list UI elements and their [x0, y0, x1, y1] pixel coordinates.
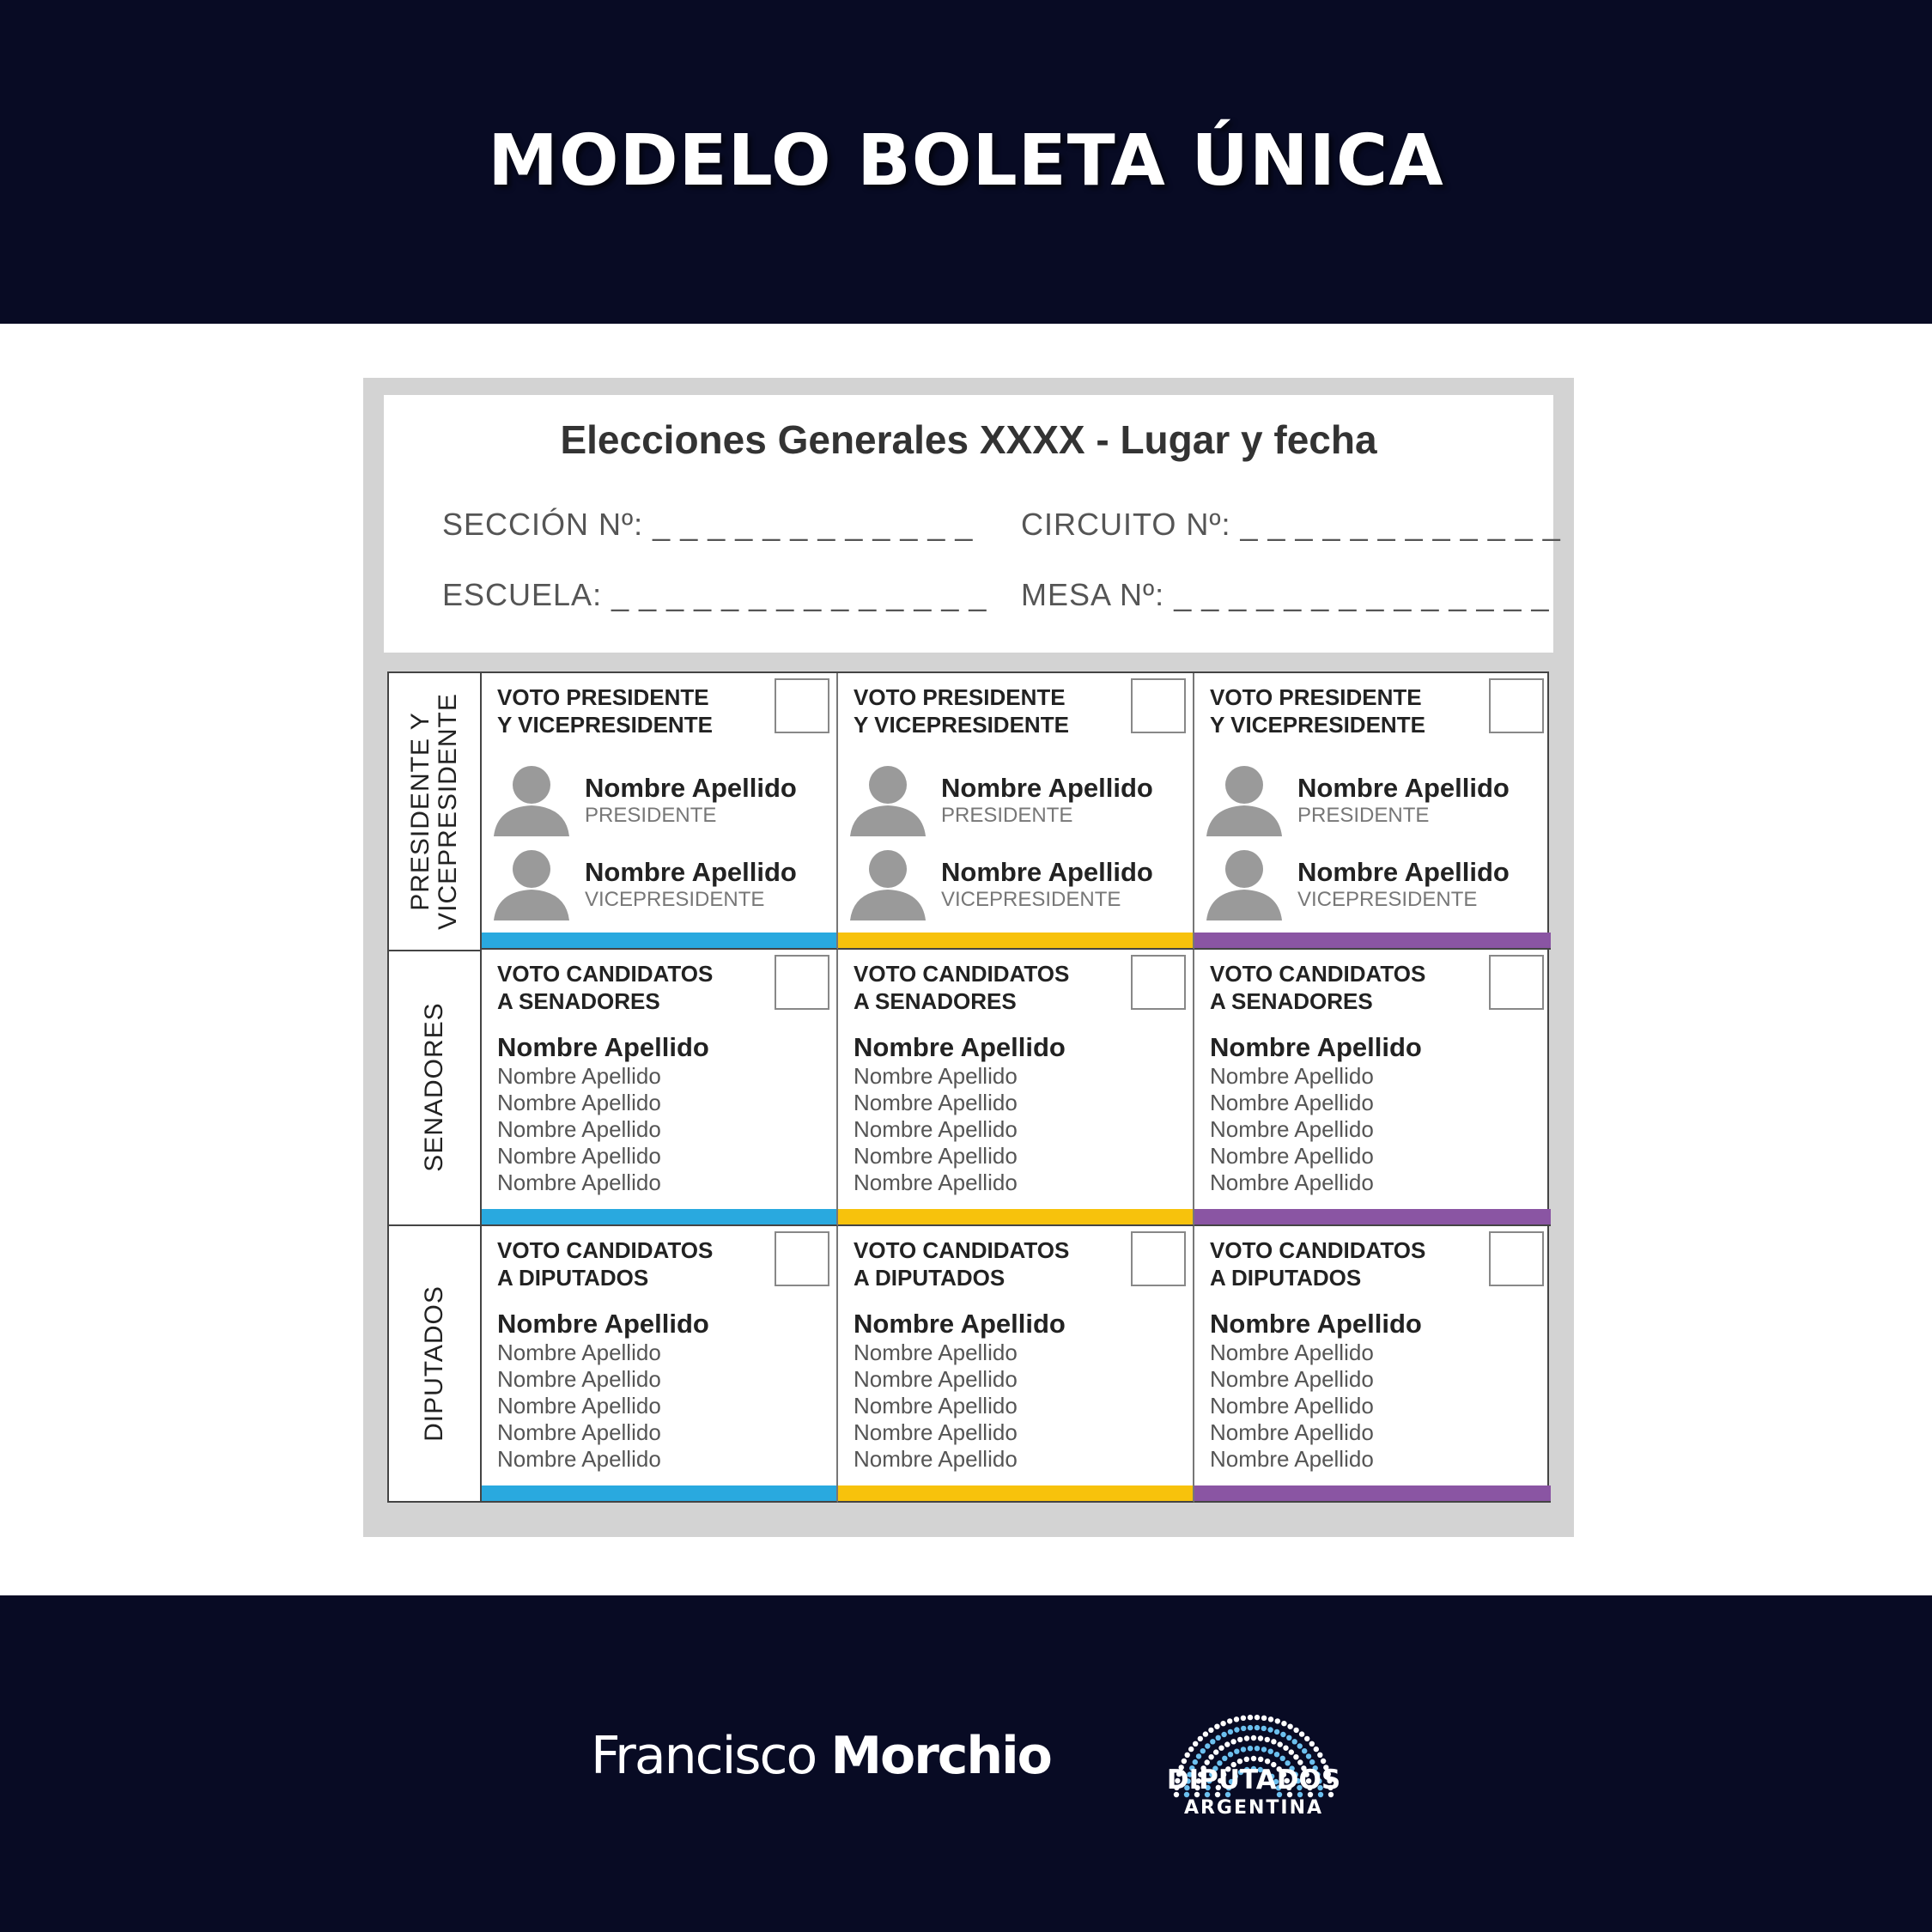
- vote-checkbox[interactable]: [775, 955, 829, 1010]
- page-title: MODELO BOLETA ÚNICA: [488, 120, 1444, 202]
- lead-candidate: Nombre Apellido: [1210, 1032, 1422, 1062]
- ballot-option-presidente-1: [482, 673, 838, 950]
- author-first-name: Francisco: [591, 1726, 817, 1786]
- ballot-option-senadores-2: [838, 950, 1194, 1226]
- lead-candidate: Nombre Apellido: [497, 1032, 709, 1062]
- party-color-stripe: [482, 1485, 836, 1501]
- vote-checkbox[interactable]: [1489, 678, 1544, 733]
- candidate-list: [497, 1032, 709, 1196]
- candidate-name: Nombre Apellido: [941, 857, 1153, 887]
- person-silhouette-icon: [489, 843, 574, 920]
- vote-checkbox[interactable]: [1489, 1231, 1544, 1286]
- ballot-title: Elecciones Generales XXXX - Lugar y fecha: [560, 417, 1377, 462]
- candidate-role: PRESIDENTE: [941, 804, 1073, 827]
- vote-checkbox[interactable]: [1131, 1231, 1186, 1286]
- candidate-name: Nombre Apellido: [497, 1170, 661, 1195]
- seccion-field: SECCIÓN Nº: _ _ _ _ _ _ _ _ _ _ _ _: [442, 507, 974, 542]
- candidate-name: Nombre Apellido: [854, 1366, 1018, 1392]
- candidate-name: Nombre Apellido: [585, 857, 797, 887]
- candidate-name: Nombre Apellido: [1297, 857, 1510, 887]
- party-color-stripe: [838, 933, 1193, 948]
- author-signature: [591, 1726, 1051, 1786]
- person-silhouette-icon: [1201, 843, 1287, 920]
- candidate-list: [854, 1032, 1066, 1196]
- candidate-name: Nombre Apellido: [497, 1340, 661, 1365]
- row-label-senadores: [389, 950, 482, 1226]
- candidate-role: PRESIDENTE: [585, 804, 717, 827]
- ballot-option-senadores-1: [482, 950, 838, 1226]
- ballot-header: [384, 395, 1561, 653]
- person-silhouette-icon: [845, 843, 931, 920]
- option-heading: VOTO PRESIDENTE Y VICEPRESIDENTE: [1210, 684, 1425, 738]
- party-color-stripe: [1194, 933, 1551, 948]
- candidate-name: Nombre Apellido: [854, 1340, 1018, 1365]
- candidate-name: Nombre Apellido: [1210, 1090, 1374, 1115]
- candidate-name: Nombre Apellido: [1297, 773, 1510, 803]
- person-silhouette-icon: [845, 759, 931, 836]
- row-label-text: PRESIDENTE Y VICEPRESIDENTE: [406, 693, 462, 930]
- lead-candidate: Nombre Apellido: [854, 1032, 1066, 1062]
- candidate-vice-president: [1201, 843, 1545, 920]
- candidate-name: Nombre Apellido: [854, 1116, 1018, 1142]
- candidate-name: Nombre Apellido: [585, 773, 797, 803]
- candidate-name: Nombre Apellido: [854, 1143, 1018, 1169]
- party-color-stripe: [1194, 1485, 1551, 1501]
- logo-name: DIPUTADOS: [1166, 1765, 1341, 1795]
- candidate-name: Nombre Apellido: [497, 1090, 661, 1115]
- candidate-name: Nombre Apellido: [497, 1419, 661, 1445]
- option-heading: VOTO CANDIDATOS A DIPUTADOS: [1210, 1237, 1426, 1291]
- ballot-option-diputados-1: [482, 1226, 838, 1503]
- escuela-field: ESCUELA: _ _ _ _ _ _ _ _ _ _ _ _ _ _: [442, 577, 987, 612]
- ballot-option-presidente-3: [1194, 673, 1551, 950]
- candidate-name: Nombre Apellido: [497, 1366, 661, 1392]
- candidate-vice-president: [489, 843, 832, 920]
- candidate-name: Nombre Apellido: [854, 1170, 1018, 1195]
- candidate-president: [489, 759, 832, 836]
- candidate-name: Nombre Apellido: [854, 1090, 1018, 1115]
- candidate-name: Nombre Apellido: [1210, 1143, 1374, 1169]
- mesa-field: MESA Nº: _ _ _ _ _ _ _ _ _ _ _ _ _ _: [1021, 577, 1550, 612]
- candidate-president: [1201, 759, 1545, 836]
- candidate-name: Nombre Apellido: [1210, 1170, 1374, 1195]
- candidate-name: Nombre Apellido: [854, 1393, 1018, 1419]
- candidate-name: Nombre Apellido: [1210, 1063, 1374, 1089]
- candidate-name: Nombre Apellido: [497, 1393, 661, 1419]
- ballot-grid: [387, 671, 1549, 1503]
- option-heading: VOTO CANDIDATOS A DIPUTADOS: [497, 1237, 714, 1291]
- party-color-stripe: [482, 1209, 836, 1224]
- candidate-role: VICEPRESIDENTE: [941, 888, 1121, 911]
- header-band: [0, 0, 1932, 324]
- option-heading: VOTO CANDIDATOS A SENADORES: [854, 961, 1070, 1014]
- candidate-list: [854, 1309, 1066, 1473]
- row-label-text: SENADORES: [420, 1002, 448, 1172]
- row-label-presidente: [389, 673, 482, 951]
- candidate-list: [1210, 1309, 1422, 1473]
- party-color-stripe: [482, 933, 836, 948]
- candidate-name: Nombre Apellido: [1210, 1446, 1374, 1472]
- party-color-stripe: [838, 1485, 1193, 1501]
- ballot-option-diputados-3: [1194, 1226, 1551, 1503]
- candidate-name: Nombre Apellido: [941, 773, 1153, 803]
- lead-candidate: Nombre Apellido: [1210, 1309, 1422, 1339]
- lead-candidate: Nombre Apellido: [497, 1309, 709, 1339]
- option-heading: VOTO CANDIDATOS A SENADORES: [1210, 961, 1426, 1014]
- candidate-role: VICEPRESIDENTE: [1297, 888, 1478, 911]
- ballot-option-senadores-3: [1194, 950, 1551, 1226]
- lead-candidate: Nombre Apellido: [854, 1309, 1066, 1339]
- ballot-option-diputados-2: [838, 1226, 1194, 1503]
- option-heading: VOTO PRESIDENTE Y VICEPRESIDENTE: [854, 684, 1069, 738]
- vote-checkbox[interactable]: [1489, 955, 1544, 1010]
- option-heading: VOTO CANDIDATOS A DIPUTADOS: [854, 1237, 1070, 1291]
- candidate-name: Nombre Apellido: [1210, 1393, 1374, 1419]
- vote-checkbox[interactable]: [775, 1231, 829, 1286]
- candidate-name: Nombre Apellido: [1210, 1419, 1374, 1445]
- candidate-role: PRESIDENTE: [1297, 804, 1430, 827]
- option-heading: VOTO CANDIDATOS A SENADORES: [497, 961, 714, 1014]
- candidate-role: VICEPRESIDENTE: [585, 888, 765, 911]
- logo-subtitle: ARGENTINA: [1183, 1797, 1324, 1819]
- party-color-stripe: [838, 1209, 1193, 1224]
- candidate-name: Nombre Apellido: [497, 1116, 661, 1142]
- candidate-list: [497, 1309, 709, 1473]
- candidate-name: Nombre Apellido: [497, 1063, 661, 1089]
- candidate-name: Nombre Apellido: [1210, 1366, 1374, 1392]
- person-silhouette-icon: [1201, 759, 1287, 836]
- circuito-field: CIRCUITO Nº: _ _ _ _ _ _ _ _ _ _ _ _: [1021, 507, 1561, 542]
- party-color-stripe: [1194, 1209, 1551, 1224]
- person-silhouette-icon: [489, 759, 574, 836]
- candidate-name: Nombre Apellido: [497, 1446, 661, 1472]
- option-heading: VOTO PRESIDENTE Y VICEPRESIDENTE: [497, 684, 713, 738]
- candidate-vice-president: [845, 843, 1188, 920]
- candidate-name: Nombre Apellido: [1210, 1116, 1374, 1142]
- vote-checkbox[interactable]: [775, 678, 829, 733]
- candidate-name: Nombre Apellido: [854, 1446, 1018, 1472]
- vote-checkbox[interactable]: [1131, 678, 1186, 733]
- candidate-name: Nombre Apellido: [854, 1063, 1018, 1089]
- vote-checkbox[interactable]: [1131, 955, 1186, 1010]
- ballot-option-presidente-2: [838, 673, 1194, 950]
- candidate-list: [1210, 1032, 1422, 1196]
- candidate-name: Nombre Apellido: [497, 1143, 661, 1169]
- author-last-name: Morchio: [830, 1726, 1051, 1786]
- candidate-name: Nombre Apellido: [1210, 1340, 1374, 1365]
- row-label-diputados: [389, 1226, 482, 1503]
- row-label-text: DIPUTADOS: [420, 1285, 448, 1442]
- candidate-president: [845, 759, 1188, 836]
- candidate-name: Nombre Apellido: [854, 1419, 1018, 1445]
